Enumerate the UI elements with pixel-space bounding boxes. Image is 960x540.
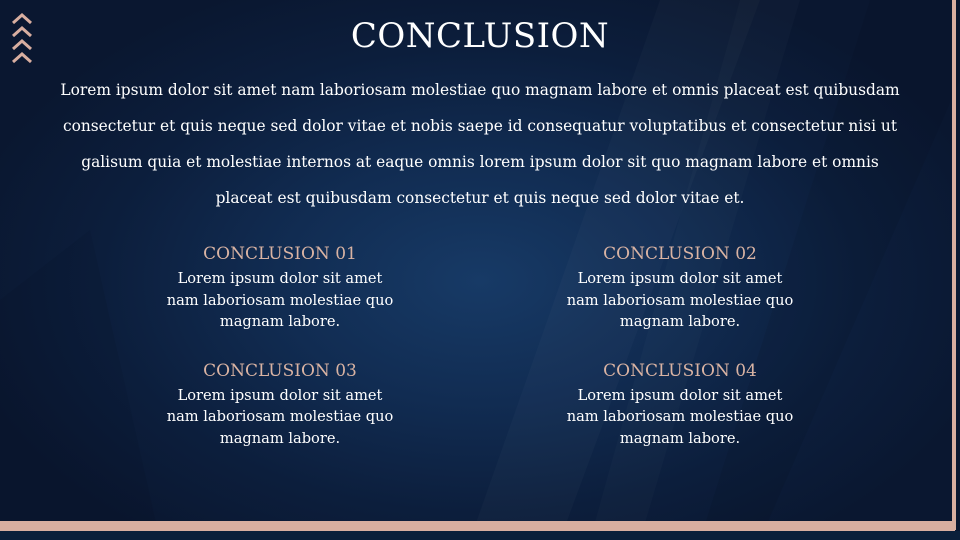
conclusion-text: Lorem ipsum dolor sit amet nam laboriosam molestiae quo magnam labore. — [166, 386, 394, 447]
conclusion-heading: CONCLUSION 01 — [203, 244, 357, 264]
conclusion-heading: CONCLUSION 04 — [603, 360, 757, 381]
bottom-strip — [0, 531, 960, 540]
conclusion-grid — [80, 242, 880, 449]
conclusion-text: Lorem ipsum dolor sit amet nam laboriosam molestiae quo magnam labore. — [566, 270, 794, 330]
conclusion-item-03 — [80, 359, 480, 450]
bottom-accent-bar — [0, 521, 955, 531]
intro-paragraph: Lorem ipsum dolor sit amet nam laboriosam molestiae quo magnam labore et omnis placeat est quibusdam consectetur et quis neque sed dolor vitae et nobis saepe id consequatur voluptatibus et consectetur nisi ut galisum quia et molestiae internos at eaque omnis lorem ipsum dolor sit quo magnam labore et omnis placeat est quibusdam consectetur et quis neque sed dolor vitae et. — [60, 81, 900, 207]
conclusion-item-04 — [480, 359, 880, 450]
conclusion-text: Lorem ipsum dolor sit amet nam laboriosam molestiae quo magnam labore. — [566, 386, 794, 447]
conclusion-text: Lorem ipsum dolor sit amet nam laboriosam molestiae quo magnam labore. — [166, 270, 394, 330]
right-accent-bar — [952, 0, 956, 530]
conclusion-heading: CONCLUSION 03 — [203, 360, 357, 381]
conclusion-heading: CONCLUSION 02 — [603, 244, 757, 264]
slide-title: CONCLUSION — [350, 16, 610, 56]
conclusion-item-01 — [80, 242, 480, 333]
conclusion-item-02 — [480, 242, 880, 333]
